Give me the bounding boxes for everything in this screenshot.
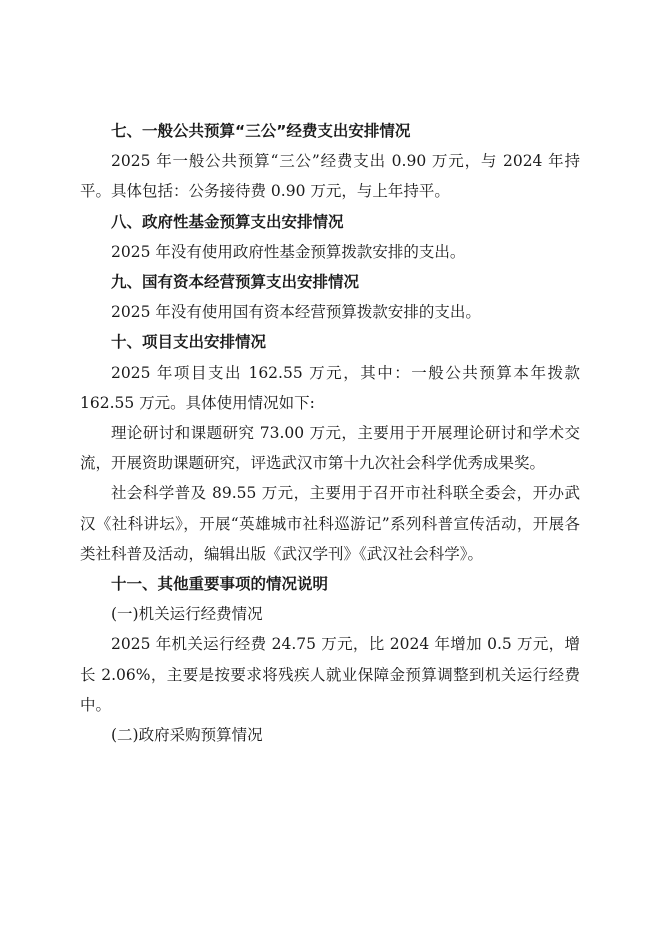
subheading-operating-expenses: (一)机关运行经费情况 bbox=[111, 605, 263, 624]
document-body bbox=[80, 116, 580, 750]
section-heading-state-capital-budget: 九、国有资本经营预算支出安排情况 bbox=[111, 273, 360, 292]
paragraph-theory-research: 理论研讨和课题研究 73.00 万元，主要用于开展理论研讨和学术交流，开展资助课题研究，评选武汉市第十九次社会科学优秀成果奖。 bbox=[80, 424, 580, 473]
paragraph-government-fund-budget: 2025 年没有使用政府性基金预算拨款安排的支出。 bbox=[111, 242, 466, 261]
section-heading-project-expenditure: 十、项目支出安排情况 bbox=[111, 333, 267, 352]
subheading-government-procurement: (二)政府采购预算情况 bbox=[111, 726, 263, 745]
section-heading-other-matters: 十一、其他重要事项的情况说明 bbox=[111, 575, 329, 594]
paragraph-project-expenditure-total: 2025 年项目支出 162.55 万元，其中：一般公共预算本年拨款 162.55 万元。具体使用情况如下: bbox=[80, 363, 580, 412]
paragraph-three-public-expenses: 2025 年一般公共预算“三公”经费支出 0.90 万元，与 2024 年持平。具体包括：公务接待费 0.90 万元，与上年持平。 bbox=[80, 152, 580, 201]
paragraph-operating-expenses: 2025 年机关运行经费 24.75 万元，比 2024 年增加 0.5 万元，增长 2.06%，主要是按要求将残疾人就业保障金预算调整到机关运行经费中。 bbox=[80, 635, 580, 714]
paragraph-state-capital-budget: 2025 年没有使用国有资本经营预算拨款安排的支出。 bbox=[111, 303, 481, 322]
paragraph-science-popularization: 社会科学普及 89.55 万元，主要用于召开市社科联全委会，开办武汉《社科讲坛》，开展“英雄城市社科巡游记”系列科普宣传活动，开展各类社科普及活动，编辑出版《武汉学刊》《武汉社会科学》。 bbox=[80, 484, 580, 563]
section-heading-government-fund-budget: 八、政府性基金预算支出安排情况 bbox=[111, 212, 344, 231]
section-heading-three-public-expenses: 七、一般公共预算“三公”经费支出安排情况 bbox=[111, 122, 411, 140]
